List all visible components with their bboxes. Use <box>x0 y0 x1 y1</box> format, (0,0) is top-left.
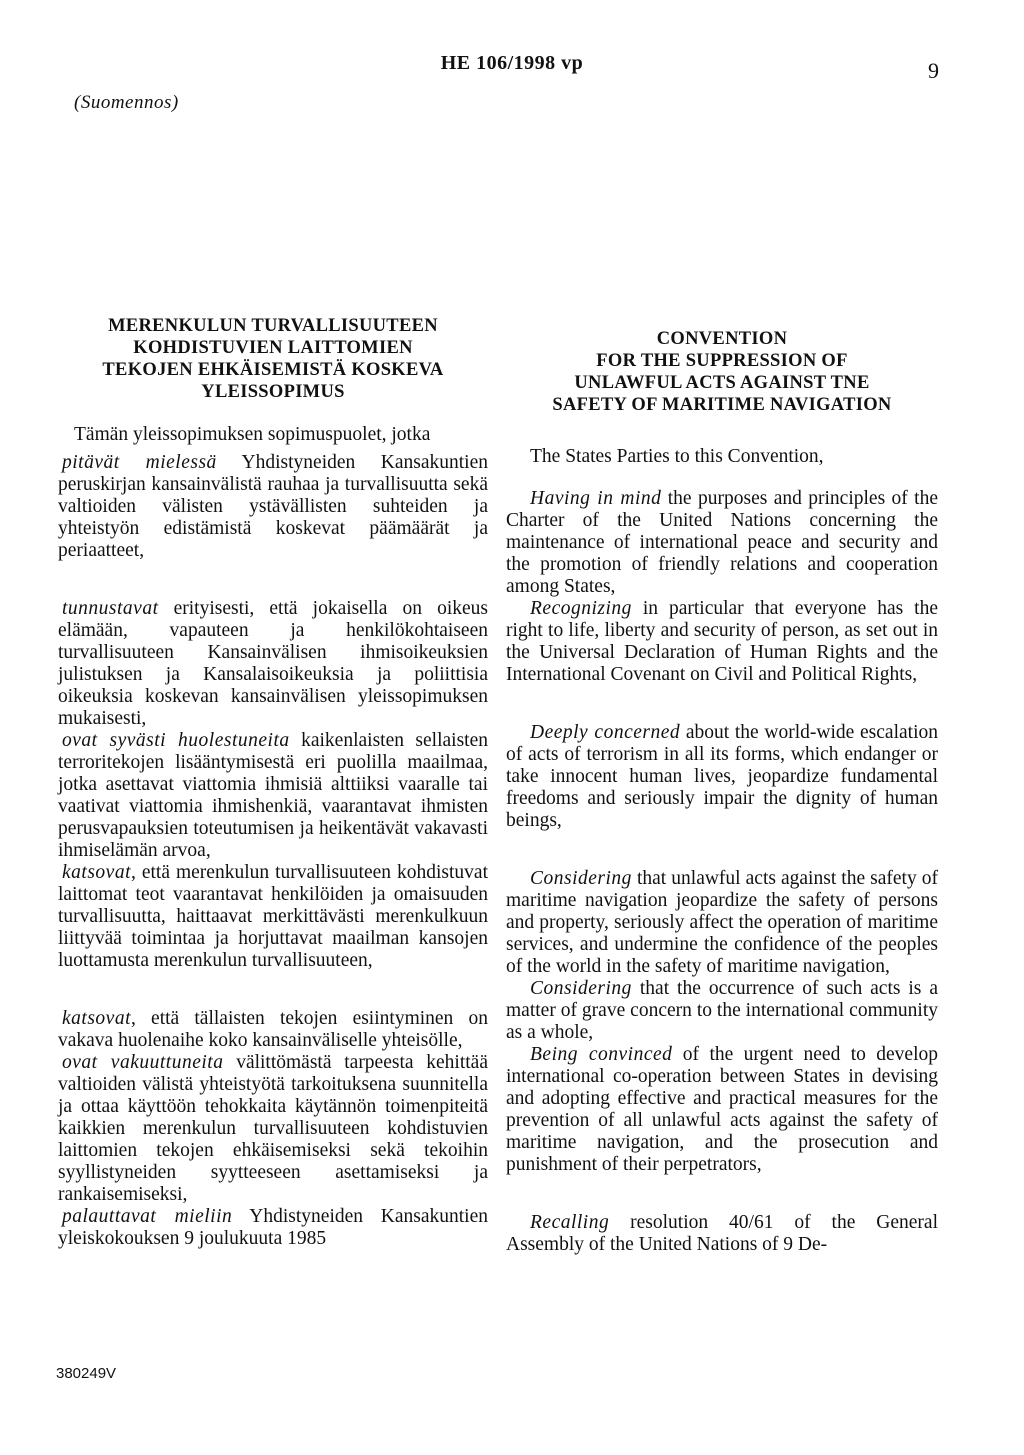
english-title <box>506 328 938 416</box>
paragraph-text: that unlawful acts against the safety of maritime navigation jeopardize the safety of persons and property, seriously affect the operation of maritime services, and undermine the confidence of the peoples of the world in the safety of maritime navigation, <box>506 868 938 977</box>
paragraph-keyword: Considering <box>530 868 632 889</box>
paragraph-keyword: Being convinced <box>530 1044 673 1065</box>
finnish-title-line: KOHDISTUVIEN LAITTOMIEN <box>133 338 413 358</box>
finnish-title-line: YLEISSOPIMUS <box>201 382 345 402</box>
paragraph-text: that the occurrence of such acts is a matter of grave concern to the international community as a whole, <box>506 978 938 1043</box>
english-paragraph <box>506 598 938 686</box>
finnish-column <box>58 315 488 1250</box>
english-paragraph <box>506 978 938 1044</box>
english-paragraph <box>506 722 938 832</box>
paragraph-keyword: pitävät mielessä <box>62 452 217 473</box>
document-id: HE 106/1998 vp <box>440 52 584 74</box>
english-intro: The States Parties to this Convention, <box>530 446 824 467</box>
paragraph-text: erityisesti, että jokaisella on oikeus elämään, vapauteen ja henkilökohtaiseen turvallisuuteen Kansainvälisen ihmisoikeuksien julistuksen ja Kansalaisoikeuksia ja poliittisia oikeuksia koskevan kansainvälisen yleissopimuksen mukaisesti, <box>58 598 488 729</box>
finnish-paragraph <box>58 862 488 972</box>
paragraph-text: in particular that everyone has the right to life, liberty and security of person, as set out in the Universal Declaration of Human Rights and the International Covenant on Civil and Political Rights, <box>506 598 938 685</box>
paragraph-keyword: Deeply concerned <box>530 722 681 743</box>
english-column <box>506 315 938 1256</box>
finnish-paragraph <box>58 598 488 730</box>
english-title-line: UNLAWFUL ACTS AGAINST TNE <box>574 373 870 393</box>
paragraph-text: Yhdistyneiden Kansakuntien yleiskokouksen 9 joulukuuta 1985 <box>58 1206 489 1249</box>
paragraph-keyword: Recognizing <box>530 598 632 619</box>
paragraph-text: välittömästä tarpeesta kehittää valtioiden välistä yhteistyötä tarkoituksena suunnitella ja ottaa käyttöön tehokkaita käytännön toimenpiteitä kaikkien merenkulun turvallisuuteen kohdistuvien laittomien tekojen ehkäisemiseksi sekä tekoihin syyllistyneiden syytteeseen asettamiseksi ja rankaisemiseksi, <box>58 1052 488 1205</box>
paragraph-text: , että merenkulun turvallisuuteen kohdistuvat laittomat teot vaarantavat henkilöiden ja omaisuuden turvallisuutta, haittaavat merkittävästi merenkulkuun liittyvää toimintaa ja horjuttavat maailman kansojen luottamusta merenkulun turvallisuuteen, <box>58 862 488 971</box>
paragraph-keyword: palauttavat mieliin <box>62 1206 233 1227</box>
english-paragraph <box>506 868 938 978</box>
paragraph-keyword: katsovat <box>62 862 131 883</box>
page-number: 9 <box>928 58 939 83</box>
paragraph-keyword: ovat vakuuttuneita <box>62 1052 224 1073</box>
finnish-paragraph <box>58 1206 488 1250</box>
paragraph-keyword: Having in mind <box>530 488 662 509</box>
finnish-paragraph <box>58 730 488 862</box>
paragraph-text: of the urgent need to develop international co-operation between States in devising and adopting effective and practical measures for the prevention of all unlawful acts against the safety of maritime navigation, and the prosecution and punishment of their perpetrators, <box>506 1044 938 1175</box>
paragraph-text: the purposes and principles of the Charter of the United Nations concerning the maintenance of international peace and security and the promotion of friendly relations and cooperation among States, <box>506 488 939 597</box>
finnish-title-line: TEKOJEN EHKÄISEMISTÄ KOSKEVA <box>102 360 444 380</box>
english-title-line: FOR THE SUPPRESSION OF <box>596 351 848 371</box>
finnish-paragraph <box>58 1052 488 1206</box>
english-title-line: CONVENTION <box>656 329 788 349</box>
finnish-intro: Tämän yleissopimuksen sopimuspuolet, jotka <box>74 424 431 445</box>
paragraph-keyword: tunnustavat <box>62 598 159 619</box>
finnish-title <box>58 315 488 403</box>
paragraph-text: resolution 40/61 of the General Assembly of the United Nations of 9 De- <box>506 1212 938 1255</box>
paragraph-keyword: Considering <box>530 978 632 999</box>
paragraph-text: , että tällaisten tekojen esiintyminen on vakava huolenaihe koko kansainväliselle yhteisölle, <box>58 1008 488 1051</box>
paragraph-keyword: Recalling <box>530 1212 610 1233</box>
paragraph-text: Yhdistyneiden Kansakuntien peruskirjan kansainvälistä rauhaa ja turvallisuutta sekä valtioiden välisten ystävällisten suhteiden ja yhteistyön edistämistä koskevat päämäärät ja periaatteet, <box>58 452 488 561</box>
paragraph-keyword: katsovat <box>62 1008 131 1029</box>
finnish-title-line: MERENKULUN TURVALLISUUTEEN <box>108 316 438 336</box>
translation-note: (Suomennos) <box>74 92 179 113</box>
paragraph-text: about the world-wide escalation of acts of terrorism in all its forms, which endanger or take innocent human lives, jeopardize fundamental freedoms and seriously impair the dignity of human beings, <box>506 722 938 831</box>
finnish-paragraph <box>58 452 488 562</box>
english-paragraph <box>506 1212 938 1256</box>
english-paragraph <box>506 1044 938 1176</box>
print-code: 380249V <box>56 1365 117 1382</box>
paragraph-text: kaikenlaisten sellaisten terroritekojen lisääntymisestä eri puolilla maailmaa, jotka asettavat viattomia ihmisiä alttiiksi vaaralle tai vaativat viattomia ihmishenkiä, vaarantavat ihmisten perusvapauksien toteutumisen ja heikentävät vakavasti ihmiselämän arvoa, <box>58 730 488 861</box>
english-paragraph <box>506 488 938 598</box>
finnish-paragraph <box>58 1008 488 1052</box>
paragraph-keyword: ovat syvästi huolestuneita <box>62 730 290 751</box>
english-title-line: SAFETY OF MARITIME NAVIGATION <box>552 395 892 415</box>
